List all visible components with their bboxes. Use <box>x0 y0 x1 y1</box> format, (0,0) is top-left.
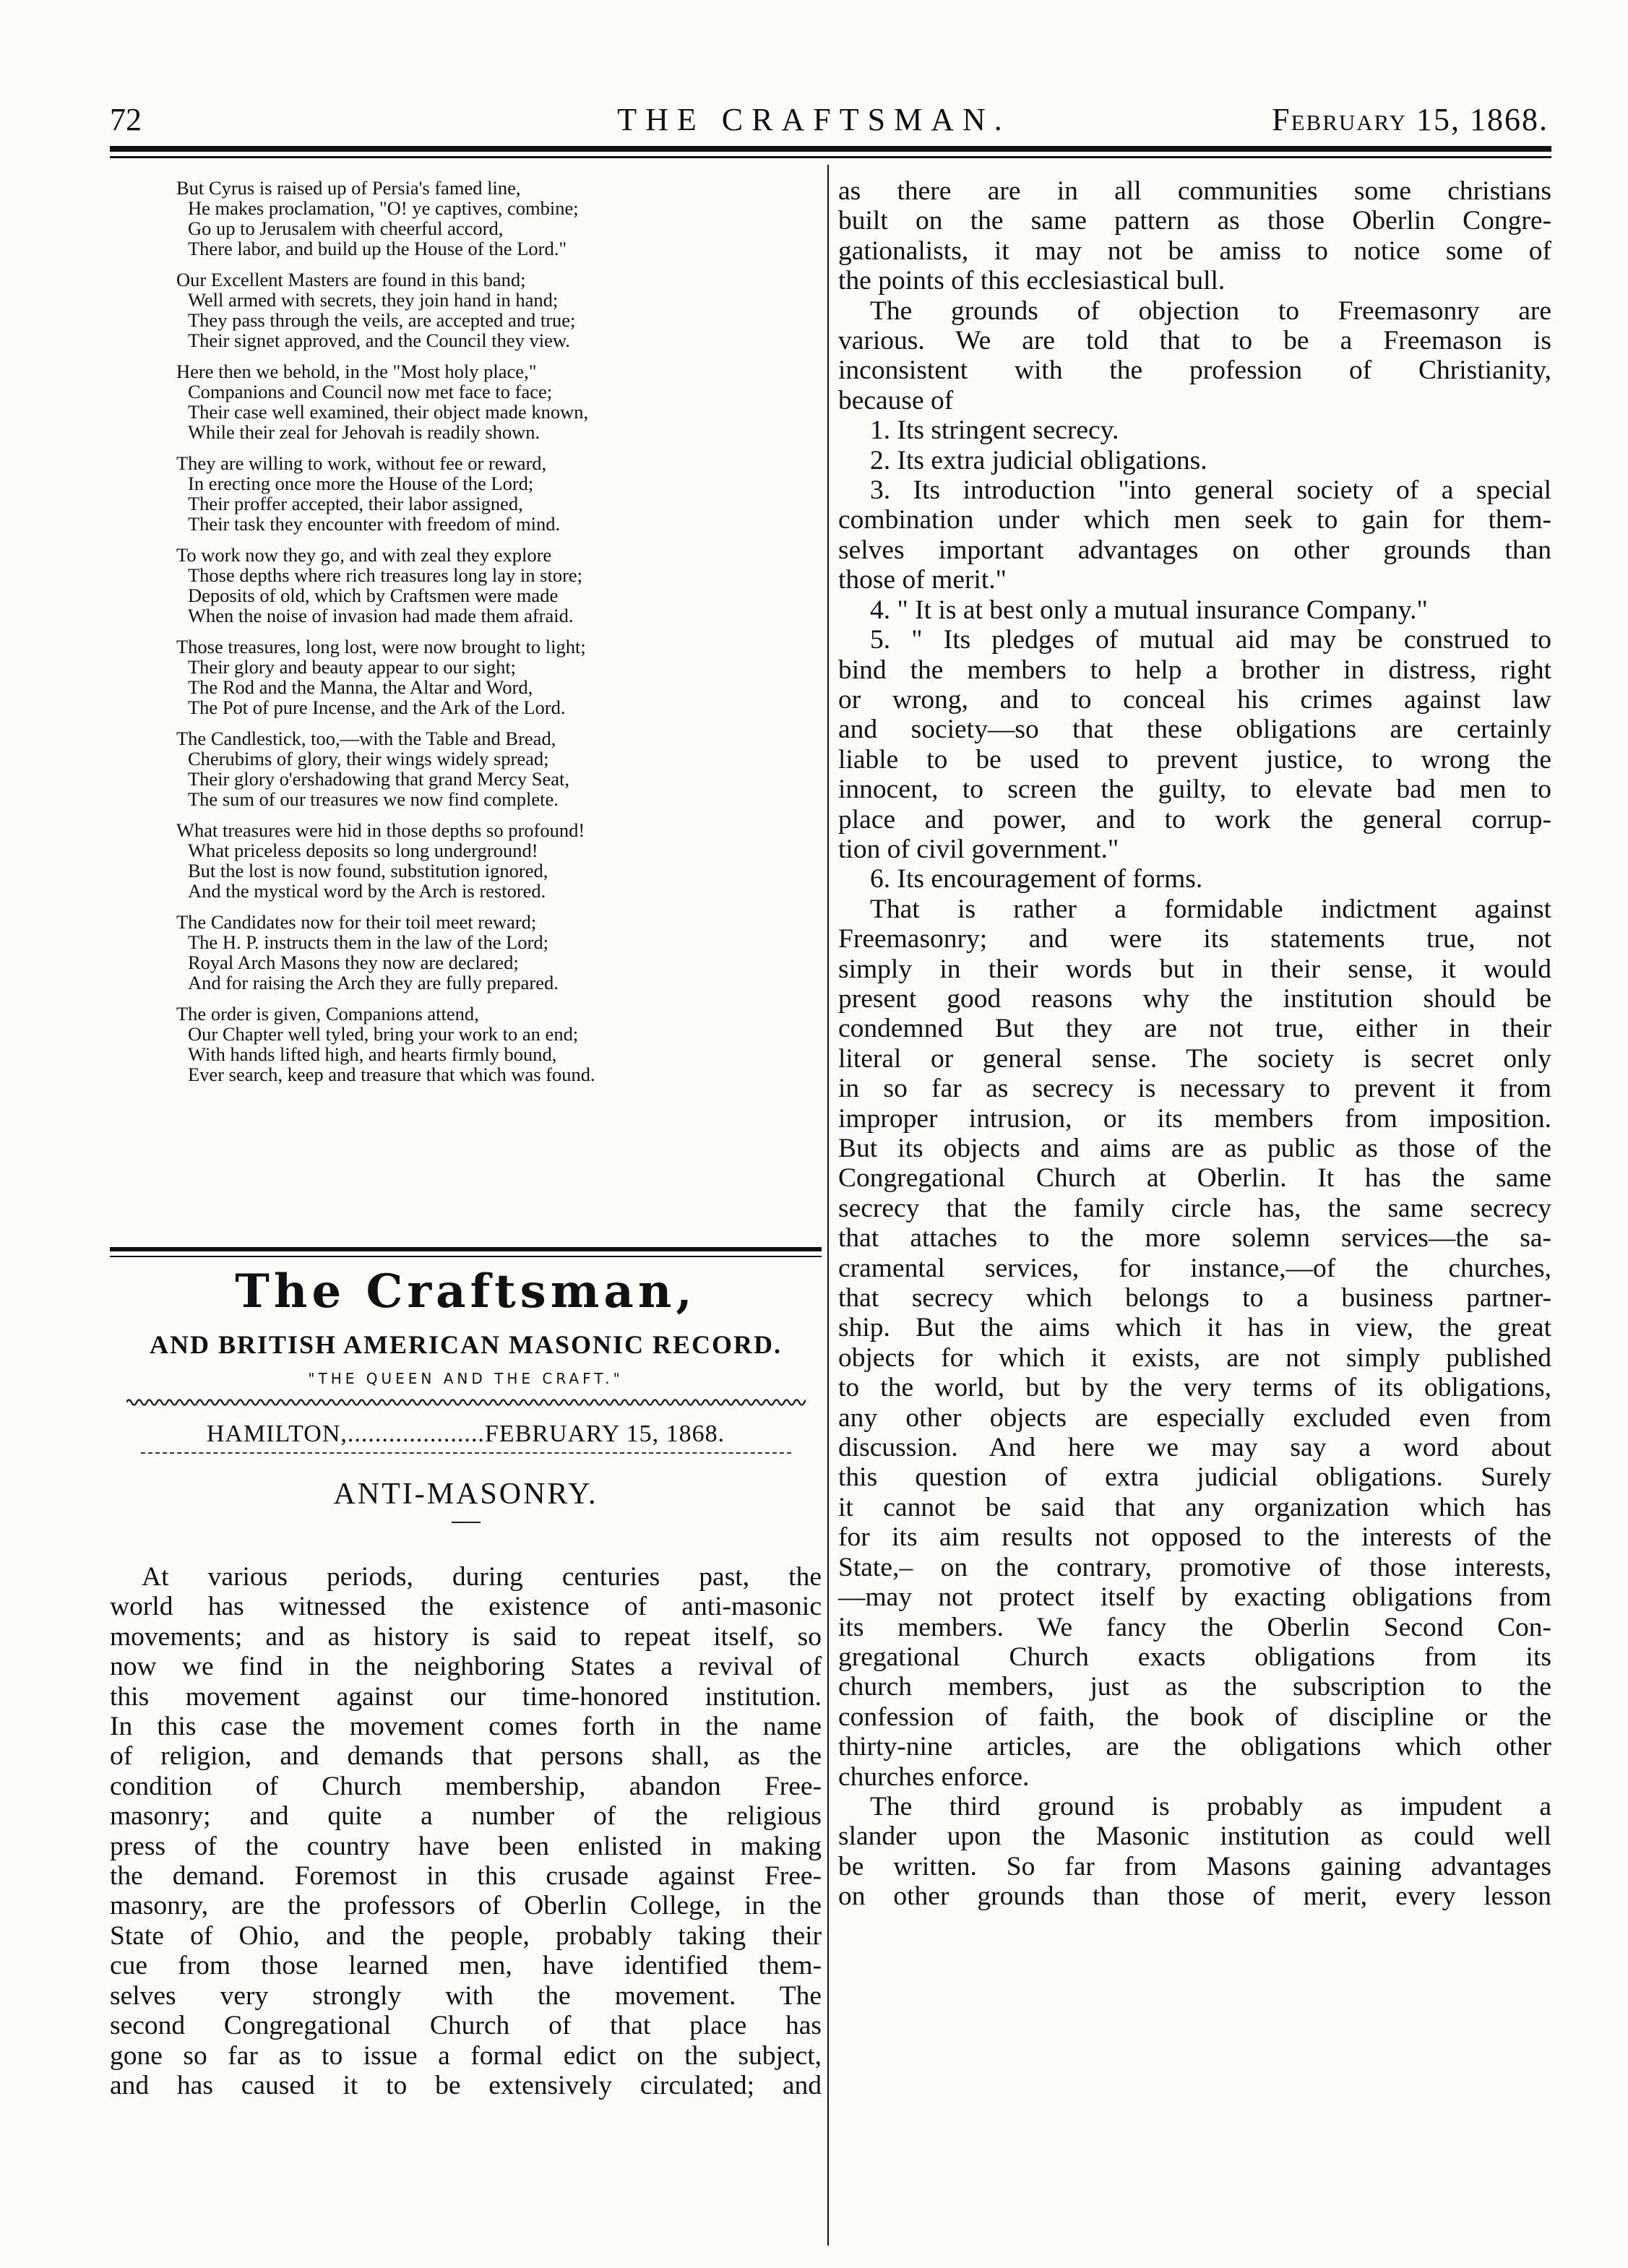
poem-line: In erecting once more the House of the Lord; <box>188 473 534 494</box>
masthead-ornament <box>110 1394 822 1413</box>
page-title: THE CRAFTSMAN. <box>617 102 1011 137</box>
article-line: this question of extra judicial obligations. Surely <box>838 1462 1551 1493</box>
article-line: selves very strongly with the movement. The <box>110 1980 822 2011</box>
article-line: masonry; and quite a number of the religious <box>110 1801 822 1832</box>
poem-line: Well armed with secrets, they join hand in hand; <box>188 289 559 311</box>
poem <box>176 178 798 1085</box>
poem-line: Those depths where rich treasures long lay in store; <box>188 564 583 586</box>
article-line: place and power, and to work the general corrup- <box>838 804 1551 835</box>
article-line: cramental services, for instance,—of the churches, <box>838 1253 1551 1283</box>
article-line: on other grounds than those of merit, every lesson <box>838 1881 1551 1912</box>
article-line: innocent, to screen the guilty, to elevate bad men to <box>838 775 1551 805</box>
article-line: of religion, and demands that persons shall, as the <box>110 1741 822 1772</box>
article-line: secrecy that the family circle has, the same secrecy <box>838 1193 1551 1223</box>
poem-line: But Cyrus is raised up of Persia's famed line, <box>176 177 521 199</box>
article-line: this movement against our time-honored institution. <box>110 1681 822 1712</box>
poem-line: They pass through the veils, are accepted and true; <box>188 309 576 331</box>
poem-line: The Rod and the Manna, the Altar and Word, <box>188 676 533 698</box>
article-line: 5. " Its pledges of mutual aid may be construed to <box>870 625 1551 655</box>
poem-line: Our Excellent Masters are found in this band; <box>176 269 526 290</box>
column-divider <box>827 165 829 2246</box>
article-line: tion of civil government." <box>838 834 1119 864</box>
article-line: In this case the movement comes forth in the name <box>110 1712 822 1742</box>
masthead-dateline: HAMILTON,....................FEBRUARY 15, 1868. <box>206 1420 725 1447</box>
article-line: ship. But the aims which it has in view, the great <box>838 1313 1551 1343</box>
header-rule-thick <box>110 146 1551 152</box>
article-line: simply in their words but in their sense, it would <box>838 954 1551 984</box>
article-line: gone so far as to issue a formal edict on the subject, <box>110 2040 822 2071</box>
poem-line: The Pot of pure Incense, and the Ark of the Lord. <box>188 697 566 718</box>
poem-end-rule-thick <box>110 1247 822 1251</box>
stanza-gap <box>176 809 798 820</box>
article-line: 1. Its stringent secrecy. <box>870 415 1119 446</box>
article-line: to the world, but by the very terms of its obligations, <box>838 1373 1551 1403</box>
article-line: 2. Its extra judicial obligations. <box>870 445 1207 475</box>
poem-line: Here then we behold, in the "Most holy place," <box>176 361 537 382</box>
poem-line: Their glory and beauty appear to our sight; <box>188 656 517 678</box>
stanza-gap <box>176 442 798 453</box>
article-line: 6. Its encouragement of forms. <box>870 864 1203 894</box>
article-line: second Congregational Church of that place has <box>110 2011 822 2041</box>
poem-line: Our Chapter well tyled, bring your work to an end; <box>188 1023 579 1045</box>
article-line: those of merit." <box>838 565 1007 595</box>
stanza-gap <box>176 626 798 637</box>
article-line: church members, just as the subscription to the <box>838 1672 1551 1702</box>
article-line: At various periods, during centuries past, the <box>142 1562 822 1592</box>
article-line: slander upon the Masonic institution as could well <box>838 1821 1551 1852</box>
article-line: movements; and as history is said to repeat itself, so <box>110 1621 822 1652</box>
article-line: selves important advantages on other grounds than <box>838 535 1551 565</box>
article-line: combination under which men seek to gain for them- <box>838 505 1551 535</box>
stanza-gap <box>176 993 798 1004</box>
poem-line: Royal Arch Masons they now are declared; <box>188 952 519 973</box>
title-dash <box>452 1522 481 1523</box>
article-line: —may not protect itself by exacting obligations from <box>838 1582 1551 1613</box>
article-line: now we find in the neighboring States a revival of <box>110 1652 822 1682</box>
masthead-name: The Craftsman, <box>235 1264 697 1319</box>
poem-line: While their zeal for Jehovah is readily shown. <box>188 421 540 443</box>
article-line: or wrong, and to conceal his crimes against law <box>838 684 1551 715</box>
article-line: cue from those learned men, have identified them- <box>110 1951 822 1981</box>
article-line: press of the country have been enlisted in making <box>110 1831 822 1861</box>
masthead <box>110 1263 822 1523</box>
poem-end-rule-thin <box>110 1256 822 1257</box>
poem-line: The Candidates now for their toil meet reward; <box>176 911 537 933</box>
article-line: Congregational Church at Oberlin. It has the same <box>838 1163 1551 1194</box>
article-line: 4. " It is at best only a mutual insurance Company." <box>870 595 1428 625</box>
poem-line: They are willing to work, without fee or reward, <box>176 452 547 474</box>
page-number: 72 <box>110 102 142 137</box>
poem-line: The H. P. instructs them in the law of the Lord; <box>188 931 548 953</box>
article-line: be written. So far from Masons gaining advantages <box>838 1851 1551 1881</box>
poem-line: To work now they go, and with zeal they explore <box>176 544 552 566</box>
poem-line: What priceless deposits so long underground! <box>188 840 538 861</box>
poem-line: Deposits of old, which by Craftsmen were made <box>188 585 559 606</box>
poem-line: Those treasures, long lost, were now brought to light; <box>176 636 586 657</box>
article-line: world has witnessed the existence of anti-masonic <box>110 1592 822 1622</box>
poem-line: Their glory o'ershadowing that grand Mercy Seat, <box>188 768 569 790</box>
poem-line: But the lost is now found, substitution ignored, <box>188 860 548 881</box>
dateline-underline <box>141 1452 791 1454</box>
article-line: the demand. Foremost in this crusade against Free- <box>110 1861 822 1892</box>
article-line: condition of Church membership, abandon Free- <box>110 1771 822 1801</box>
article-line: the points of this ecclesiastical bull. <box>838 266 1226 296</box>
article-line: in so far as secrecy is necessary to prevent it from <box>838 1074 1551 1104</box>
article-line: inconsistent with the profession of Christianity, <box>838 355 1551 386</box>
poem-line: And the mystical word by the Arch is restored. <box>188 880 546 902</box>
poem-line: When the noise of invasion had made them afraid. <box>188 605 574 626</box>
article-line: confession of faith, the book of discipline or the <box>838 1702 1551 1732</box>
article-line: improper intrusion, or its members from imposition. <box>838 1103 1551 1134</box>
article-line: bind the members to help a brother in distress, right <box>838 655 1551 685</box>
poem-line: And for raising the Arch they are fully prepared. <box>188 972 559 993</box>
article-line: and has caused it to be extensively circulated; and <box>110 2070 822 2100</box>
stanza-gap <box>176 717 798 728</box>
article-line: The grounds of objection to Freemasonry are <box>870 296 1551 326</box>
article-line: 3. Its introduction "into general society of a special <box>870 475 1551 506</box>
poem-line: The sum of our treasures we now find complete. <box>188 788 559 810</box>
poem-line: With hands lifted high, and hearts firmly bound, <box>188 1043 557 1065</box>
article-line: and society—so that these obligations are certainly <box>838 715 1551 745</box>
article-line: gationalists, it may not be amiss to notice some of <box>838 236 1551 266</box>
article-line: that secrecy which belongs to a business partner- <box>838 1283 1551 1314</box>
poem-line: He makes proclamation, "O! ye captives, combine; <box>188 197 579 219</box>
article-line: any other objects are especially excluded even from <box>838 1402 1551 1433</box>
poem-line: There labor, and build up the House of the Lord." <box>188 238 567 259</box>
article-line: it cannot be said that any organization which has <box>838 1492 1551 1522</box>
poem-line: Companions and Council now met face to face; <box>188 381 553 402</box>
article-line: objects for which it exists, are not simply published <box>838 1342 1551 1373</box>
poem-line: Cherubims of glory, their wings widely spread; <box>188 748 549 769</box>
article-line: liable to be used to prevent justice, to wrong the <box>838 744 1551 775</box>
stanza-gap <box>176 534 798 545</box>
poem-line: The order is given, Companions attend, <box>176 1003 479 1025</box>
article-line: State,– on the contrary, promotive of those interests, <box>838 1552 1551 1582</box>
article-line: masonry, are the professors of Oberlin College, in the <box>110 1891 822 1921</box>
article-line: That is rather a formidable indictment against <box>870 894 1551 924</box>
poem-line: Their case well examined, their object made known, <box>188 401 589 423</box>
article-line: as there are in all communities some christians <box>838 176 1551 206</box>
article-right-column <box>838 176 1551 1912</box>
article-line: churches enforce. <box>838 1762 1030 1792</box>
masthead-subtitle: AND BRITISH AMERICAN MASONIC RECORD. <box>149 1330 783 1359</box>
article-line: But its objects and aims are as public as those of the <box>838 1134 1551 1163</box>
article-line: gregational Church exacts obligations from its <box>838 1642 1551 1672</box>
page-date: February 15, 1868. <box>1272 102 1549 137</box>
poem-line: Go up to Jerusalem with cheerful accord, <box>188 217 504 239</box>
stanza-gap <box>176 350 798 361</box>
stanza-gap <box>176 901 798 912</box>
article-line: Freemasonry; and were its statements true, not <box>838 924 1551 954</box>
article-line: State of Ohio, and the people, probably taking their <box>110 1920 822 1951</box>
article-left-column <box>110 1562 822 2100</box>
poem-line: Their proffer accepted, their labor assigned, <box>188 493 523 514</box>
wave-rule-icon <box>126 1396 806 1409</box>
poem-line: What treasures were hid in those depths so profound! <box>176 819 585 841</box>
article-line: The third ground is probably as impudent a <box>870 1791 1551 1821</box>
article-line: literal or general sense. The society is secret only <box>838 1043 1551 1074</box>
article-line: for its aim results not opposed to the interests of the <box>838 1522 1551 1553</box>
header-rule-thin <box>110 156 1551 158</box>
poem-line: Their task they encounter with freedom of mind. <box>188 513 561 535</box>
article-line: built on the same pattern as those Oberlin Congre- <box>838 206 1551 236</box>
poem-line: The Candlestick, too,—with the Table and Bread, <box>176 728 556 749</box>
article-line: thirty-nine articles, are the obligations which other <box>838 1732 1551 1762</box>
article-line: discussion. And here we may say a word about <box>838 1433 1551 1463</box>
article-line: because of <box>838 385 954 415</box>
stanza-gap <box>176 259 798 270</box>
poem-line: Ever search, keep and treasure that which was found. <box>188 1064 595 1085</box>
masthead-motto: "THE QUEEN AND THE CRAFT." <box>308 1370 624 1387</box>
article-line: condemned But they are not true, either in their <box>838 1014 1551 1044</box>
article-line: present good reasons why the institution should be <box>838 983 1551 1014</box>
article-line: its members. We fancy the Oberlin Second Con- <box>838 1612 1551 1642</box>
article-line: various. We are told that to be a Freemason is <box>838 326 1551 356</box>
article-line: that attaches to the more solemn services—the sa- <box>838 1223 1551 1254</box>
poem-line: Their signet approved, and the Council they view. <box>188 329 570 351</box>
article-title: ANTI-MASONRY. <box>333 1478 598 1511</box>
